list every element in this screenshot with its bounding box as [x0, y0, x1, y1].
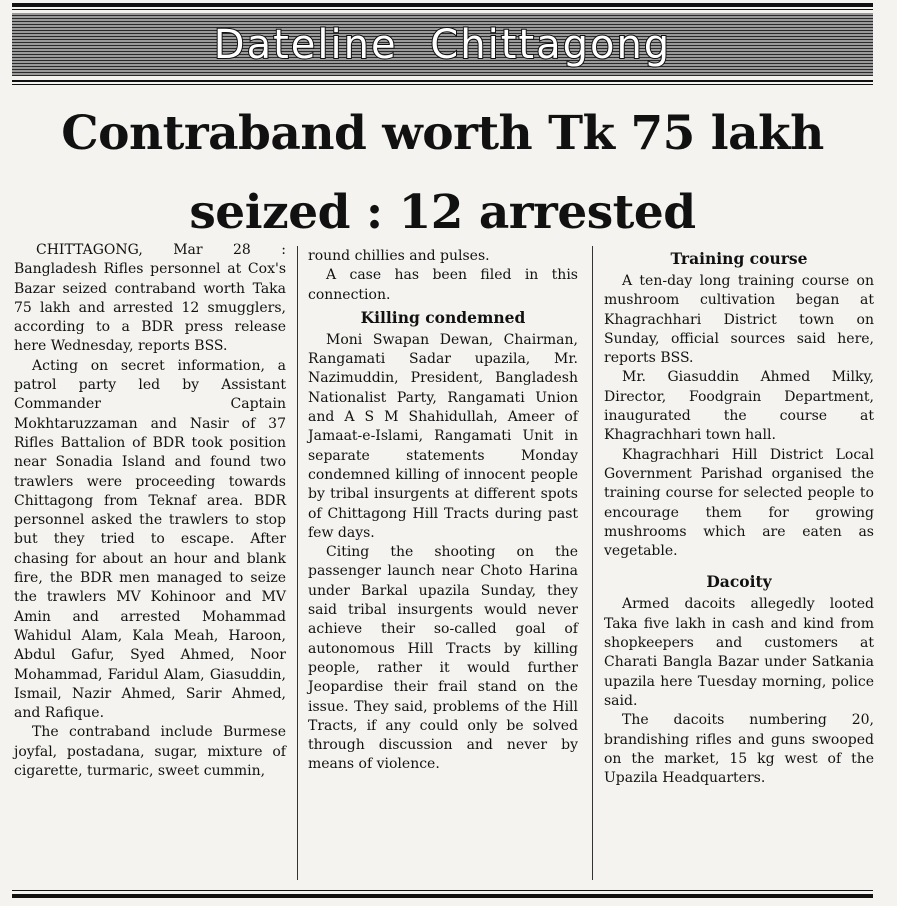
- story1-continued-paragraph: round chillies and pulses.: [308, 248, 490, 264]
- story4-paragraph: The dacoits numbering 20, brandishing rifles and guns swooped on the market, 15 kg west of the Upazila Headquarters.: [604, 712, 874, 787]
- bottom-rule-thin: [12, 890, 873, 891]
- section-banner-title: Dateline Chittagong: [213, 21, 672, 68]
- story3-paragraph: Mr. Giasuddin Ahmed Milky, Director, Foodgrain Department, inaugurated the course at Khagrachhari town hall.: [604, 369, 874, 444]
- column-3: [604, 246, 874, 788]
- bottom-rule-thick: [12, 894, 873, 898]
- column-2: [308, 247, 578, 775]
- story2-paragraph: Moni Swapan Dewan, Chairman, Rangamati Sadar upazila, Mr. Nazimuddin, President, Bangladesh Nationalist Party, Rangamati Union and A S M Shahidullah, Ameer of Jamaat-e-Islami, Rangamati Unit in separate statements Monday condemned killing of innocent people by tribal insurgents at different spots of Chittagong Hill Tracts during past few days.: [308, 331, 578, 541]
- story4-paragraph: Armed dacoits allegedly looted Taka five lakh in cash and kind from shopkeepers and customers at Charati Bangla Bazar under Satkania upazila here Tuesday morning, police said.: [604, 596, 874, 709]
- story1-continued-paragraph: A case has been filed in this connection.: [308, 267, 578, 303]
- story4-heading: Dacoity: [706, 572, 772, 592]
- section-banner: [12, 13, 873, 76]
- top-rule-thick: [12, 3, 873, 7]
- story1-paragraph: CHITTAGONG, Mar 28 : Bangladesh Rifles personnel at Cox's Bazar seized contraband worth Taka 75 lakh and arrested 12 smugglers, according to a BDR press release here Wednesday, reports BSS.: [14, 242, 286, 355]
- story2-heading: Killing condemned: [360, 307, 526, 327]
- column-1: [14, 241, 286, 781]
- column-divider: [592, 246, 593, 880]
- story2-paragraph: Citing the shooting on the passenger launch near Choto Harina under Barkal upazila Sunday, they said tribal insurgents would never achieve their so-called goal of autonomous Hill Tracts by killing people, rather it would further Jeopardise their frail stand on the issue. They said, problems of the Hill Tracts, if any could only be solved through discussion and never by means of violence.: [308, 544, 578, 773]
- top-rule-thin: [12, 9, 873, 10]
- story1-paragraph: Acting on secret information, a patrol party led by Assistant Commander Captain Mokhtaruzzaman and Nasir of 37 Rifles Battalion of BDR took position near Sonadia Island and found two trawlers were proceeding towards Chittagong from Teknaf area. BDR personnel asked the trawlers to stop but they tried to escape. After chasing for about an hour and blank fire, the BDR men managed to seize the trawlers MV Kohinoor and MV Amin and arrested Mohammad Wahidul Alam, Kala Meah, Haroon, Abdul Gafur, Syed Ahmed, Noor Mohammad, Faridul Alam, Giasuddin, Ismail, Nazir Ahmed, Sarir Ahmed, and Rafique.: [14, 357, 286, 722]
- column-divider: [297, 246, 298, 880]
- story1-paragraph: The contraband include Burmese joyfal, postadana, sugar, mixture of cigarette, turmaric, sweet cummin,: [14, 724, 286, 780]
- banner-bottom-rule: [12, 80, 873, 82]
- headline: Contraband worth Tk 75 lakh seized : 12 arrested: [61, 106, 824, 240]
- story3-heading: Training course: [670, 249, 808, 268]
- story3-paragraph: Khagrachhari Hill District Local Government Parishad organised the training course for selected people to encourage them for growing mushrooms which are eaten as vegetable.: [604, 446, 874, 560]
- banner-bottom-rule-thin: [12, 84, 873, 85]
- story3-paragraph: A ten-day long training course on mushroom cultivation began at Khagrachhari District town on Sunday, official sources said here, reports BSS.: [604, 273, 874, 367]
